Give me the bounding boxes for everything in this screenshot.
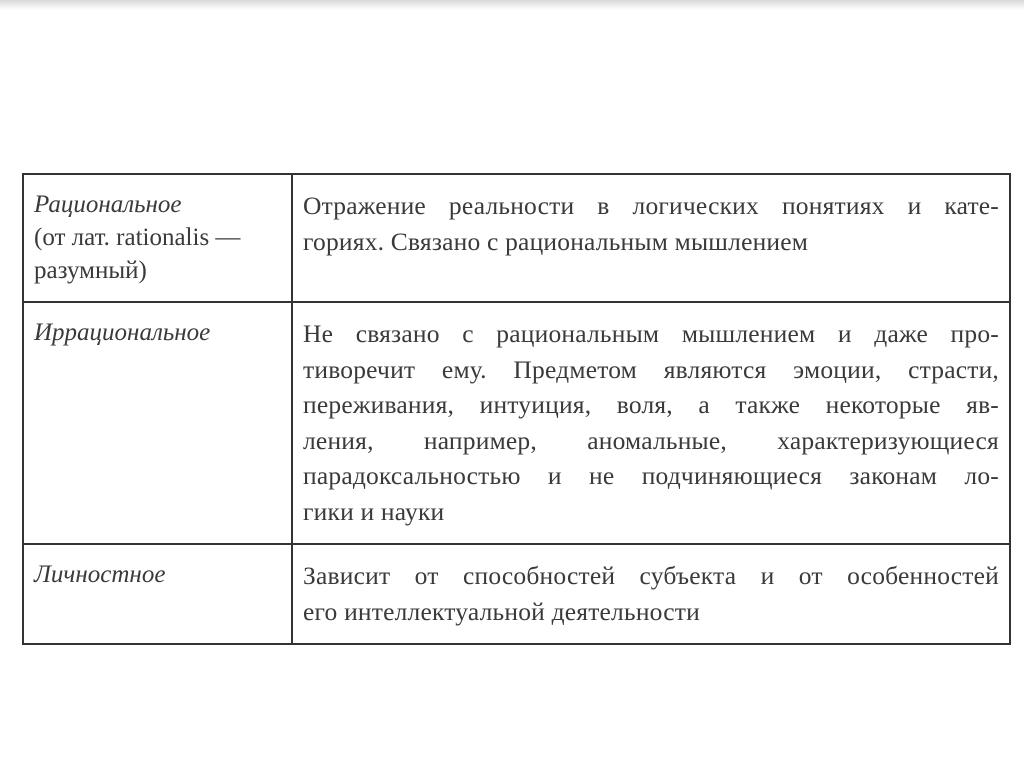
table-row [23,302,1010,544]
description-cell [292,174,1010,302]
description-line: Отражение реальности в логических понятиях и кате- [303,191,999,220]
description-line: тиворечит ему. Предметом являются эмоции, страсти, [303,354,999,384]
description-line: Зависит от способностей субъекта и от особенностей [303,561,999,590]
description-cell [292,544,1010,644]
table-row [23,174,1010,302]
description-line: гориях. Связано с рациональным мышлением [303,226,809,256]
term-name: Рациональное [34,191,182,218]
term-note-line: разумный) [34,257,147,284]
description-line: ления, например, аномальные, характеризующиеся [303,425,999,455]
description-line: гики и науки [303,496,445,526]
description-line: парадоксальностью и не подчиняющиеся законам ло- [303,461,999,490]
description-cell [292,302,1010,544]
term-cell [23,544,292,644]
definitions-table [22,173,1011,645]
term-note-line: (от лат. rationalis — [34,224,241,251]
term-cell [23,302,292,544]
term-name: Личностное [34,561,166,588]
term-cell [23,174,292,302]
description-line: его интеллектуальной деятельности [303,596,700,626]
term-name: Иррациональное [34,319,211,346]
description-line: переживания, интуиция, воля, а также некоторые яв- [303,390,999,419]
top-edge-shadow [0,0,1024,10]
description-line: Не связано с рациональным мышлением и даже про- [303,319,999,348]
table-row [23,544,1010,644]
